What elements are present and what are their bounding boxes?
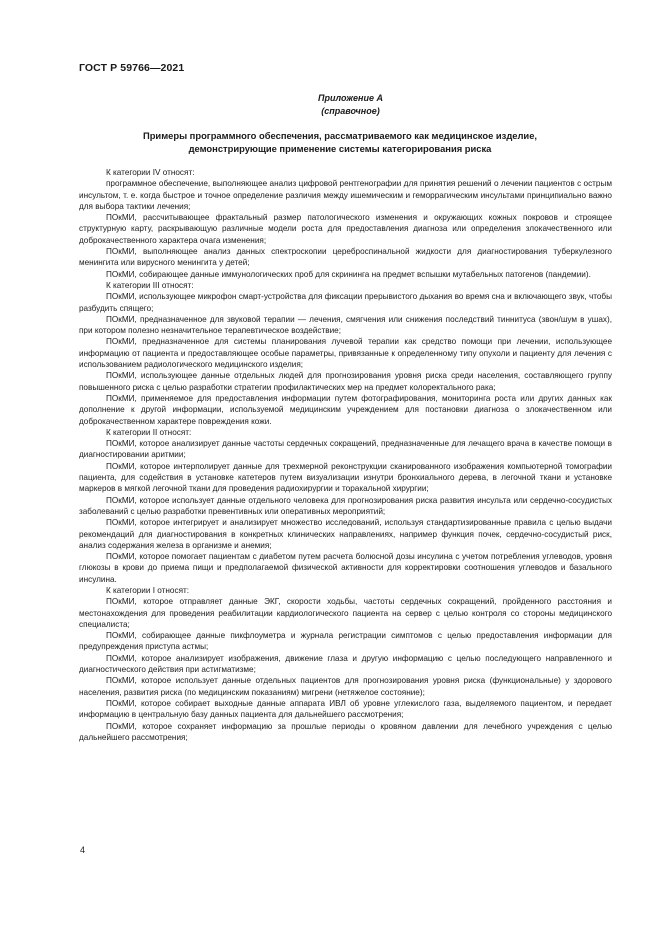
paragraph: К категории II относят: [106, 427, 192, 437]
paragraph: программное обеспечение, выполняющее анализ цифровой рентгенографии для принятия решений о лечении пациентов с острым инсультом, т. е. когда быстрое и точное определение различия между ишемическим и геморрагическим инсультами принципиально важно для выбора тактики лечения; [79, 179, 612, 211]
paragraph: ПОкМИ, использующее микрофон смарт-устройства для фиксации прерывистого дыхания во время сна и включающего звук, чтобы разбудить спящего; [79, 292, 612, 313]
paragraph: ПОкМИ, которое интегрирует и анализирует множество исследований, используя стандартизированные правила с целью выдачи рекомендаций для диагностирования в конкретных клинических направлениях, например функция почек, сердечно-сосудистый риск, анализ содержания железа в организме и анемия; [79, 518, 612, 550]
paragraph: ПОкМИ, которое использует данные отдельных пациентов для прогнозирования уровня риска (функциональные) у здорового населения, развития риска (по медицинским показаниям) мигрени (нетяжелое состояние); [79, 676, 612, 697]
appendix-type: (справочное) [321, 105, 380, 116]
paragraph: ПОкМИ, которое сохраняет информацию за прошлые периоды о кровяном давлении для лечебного учреждения с целью дальнейшего рассмотрения; [79, 721, 612, 742]
paragraph: ПОкМИ, использующее данные отдельных людей для прогнозирования уровня риска среди населения, составляющего группу повышенного риска с целью разработки стратегии профилактических мер на предмет колоректального рака; [79, 371, 612, 392]
paragraph: ПОкМИ, рассчитывающее фрактальный размер патологического изменения и окружающих кожных покровов и строящее структурную карту, раскрывающую различные модели роста для предоставления диагноза или определения злокачественного или доброкачественного характера очага изменения; [79, 213, 612, 245]
paragraph: К категории I относят: [106, 585, 190, 595]
paragraph: ПОкМИ, которое собирает выходные данные аппарата ИВЛ об уровне углекислого газа, выделяемого пациентом, и передает информацию в центральную базу данных пациента для дальнейшего рассмотрения; [79, 698, 612, 720]
paragraph: ПОкМИ, выполняющее анализ данных спектроскопии цереброспинальной жидкости для диагностирования туберкулезного менингита или вирусного менингита у детей; [79, 247, 612, 268]
appendix-heading [0, 92, 661, 117]
appendix-title-line-1: Примеры программного обеспечения, рассматриваемого как медицинское изделие, [142, 130, 538, 141]
paragraph: ПОкМИ, которое помогает пациентам с диабетом путем расчета болюсной дозы инсулина с учетом потребления углеводов, уровня глюкозы в крови до приема пищи и предполагаемой физической активности для корректировки соотношения углеводов и базального инсулина. [79, 552, 612, 584]
paragraph: К категории III относят: [106, 280, 194, 290]
appendix-title-line-2: демонстрирующие применение системы категорирования риска [188, 142, 492, 154]
document-body [79, 167, 612, 743]
paragraph: ПОкМИ, собирающее данные иммунологических проб для скрининга на предмет вспышки мутабельных патогенов (пандемии). [106, 269, 591, 279]
paragraph: ПОкМИ, которое использует данные отдельного человека для прогнозирования риска развития инсульта или сердечно-сосудистых заболеваний с целью разработки превентивных или оперативных мероприятий; [79, 495, 612, 516]
paragraph: ПОкМИ, предназначенное для звуковой терапии — лечения, смягчения или снижения последствий тиннитуса (звон/шум в ушах), при котором полезно незначительное терапевтическое воздействие; [79, 314, 612, 336]
paragraph: ПОкМИ, которое анализирует данные частоты сердечных сокращений, предназначенные для лечащего врача в качестве помощи в диагностировании аритмии; [79, 439, 612, 460]
appendix-title [100, 130, 580, 155]
paragraph: ПОкМИ, которое анализирует изображения, движение глаза и другую информацию с целью последующего направленного и диагностического действия при астигматизме; [79, 653, 612, 675]
paragraph: ПОкМИ, предназначенное для системы планирования лучевой терапии как средство помощи при лечении, использующее информацию от пациента и предоставляющее особые параметры, привязанные к определенному типу опухоли и пациенту для лечения с использованием радиологического медицинского изделия; [79, 337, 612, 370]
standard-designation: ГОСТ Р 59766—2021 [79, 62, 185, 74]
paragraph: ПОкМИ, которое отправляет данные ЭКГ, скорости ходьбы, частоты сердечных сокращений, пройденного расстояния и местонахождения для проведения реабилитации кардиологического пациента на сервер с целью контроля со стороны медицинского специалиста; [79, 597, 612, 629]
paragraph: ПОкМИ, собирающее данные пикфлоуметра и журнала регистрации симптомов с целью предоставления информации для предупреждения приступа астмы; [79, 631, 612, 652]
page-number: 4 [80, 845, 86, 855]
paragraph: ПОкМИ, применяемое для предоставления информации путем фотографирования, мониторинга роста или других данных как дополнение к другой информации, используемой медицинским учреждением для постановки диагноза о злокачественном или доброкачественном характере повреждения кожи. [79, 393, 612, 426]
paragraph: К категории IV относят: [106, 168, 195, 177]
appendix-label: Приложение А [318, 93, 383, 103]
paragraph: ПОкМИ, которое интерполирует данные для трехмерной реконструкции сканированного изображения компьютерной томографии пациента, для содействия в установке катетеров путем визуализации изнутри бронхиального дерева, в легочной ткани и установке маркеров в мягкой легочной ткани для проведения радиохирургии и торакальной хирургии; [79, 461, 612, 494]
